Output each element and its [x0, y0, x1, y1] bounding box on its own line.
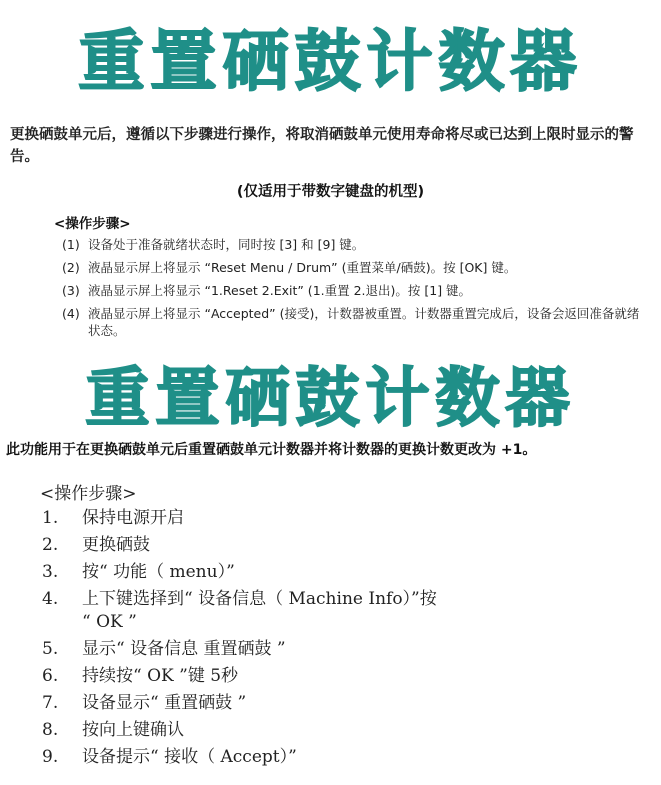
steps-heading-top: <操作步骤>	[54, 216, 131, 232]
list-item	[42, 665, 652, 688]
step-number: 7.	[42, 693, 59, 713]
step-number: 5.	[42, 639, 59, 659]
step-number: 6.	[42, 666, 59, 686]
list-item	[42, 534, 652, 557]
step-text: 持续按“ OK ”键 5秒	[82, 666, 239, 686]
step-number: 8.	[42, 720, 59, 740]
step-text: 设备提示“ 接收（ Accept）”	[82, 747, 297, 767]
step-text: 按向上键确认	[82, 720, 184, 740]
step-number: (1)	[62, 237, 80, 252]
step-number: 3.	[42, 562, 59, 582]
step-text: 液晶显示屏上将显示 “1.Reset 2.Exit” (1.重置 2.退出)。按 [1] 键。	[88, 283, 472, 298]
list-item	[42, 588, 652, 634]
list-item	[62, 259, 642, 276]
steps-list-bottom	[42, 507, 652, 773]
list-item	[42, 692, 652, 715]
step-number: 9.	[42, 747, 59, 767]
step-text: 保持电源开启	[82, 508, 184, 528]
step-text: 液晶显示屏上将显示 “Reset Menu / Drum” (重置菜单/硒鼓)。按 [OK] 键。	[88, 260, 517, 275]
steps-heading-bottom: <操作步骤>	[40, 484, 137, 504]
step-text: 显示“ 设备信息 重置硒鼓 ”	[82, 639, 286, 659]
step-text: 设备处于准备就绪状态时，同时按 [3] 和 [9] 键。	[88, 237, 365, 252]
page-title-top: 重置硒鼓计数器	[78, 23, 583, 100]
list-item	[42, 561, 652, 584]
list-item	[62, 282, 642, 299]
step-number: (2)	[62, 260, 80, 275]
list-item	[62, 236, 642, 253]
list-item	[62, 305, 642, 339]
step-text: 液晶显示屏上将显示 “Accepted” (接受)，计数器被重置。计数器重置完成后，设备会返回准备就绪状态。	[88, 306, 640, 338]
list-item	[42, 746, 652, 769]
step-text: 更换硒鼓	[82, 535, 150, 555]
step-text: 按“ 功能（ menu）”	[82, 562, 235, 582]
step-text: 设备显示“ 重置硒鼓 ”	[82, 693, 247, 713]
step-number: 4.	[42, 589, 59, 609]
subtitle-top: (仅适用于带数字键盘的机型)	[236, 184, 425, 200]
list-item	[42, 638, 652, 661]
step-number: (4)	[62, 306, 80, 321]
step-text: 上下键选择到“ 设备信息（ Machine Info）”按 “ OK ”	[82, 589, 437, 632]
step-number: 2.	[42, 535, 59, 555]
list-item	[42, 719, 652, 742]
steps-list-top	[62, 236, 642, 345]
intro-paragraph-top: 更换硒鼓单元后，遵循以下步骤进行操作，将取消硒鼓单元使用寿命将尽或已达到上限时显示的警告。	[10, 127, 634, 165]
list-item	[42, 507, 652, 530]
page-title-bottom: 重置硒鼓计数器	[85, 362, 576, 436]
step-number: 1.	[42, 508, 59, 528]
step-number: (3)	[62, 283, 80, 298]
intro-paragraph-bottom: 此功能用于在更换硒鼓单元后重置硒鼓单元计数器并将计数器的更换计数更改为 +1。	[6, 442, 537, 458]
